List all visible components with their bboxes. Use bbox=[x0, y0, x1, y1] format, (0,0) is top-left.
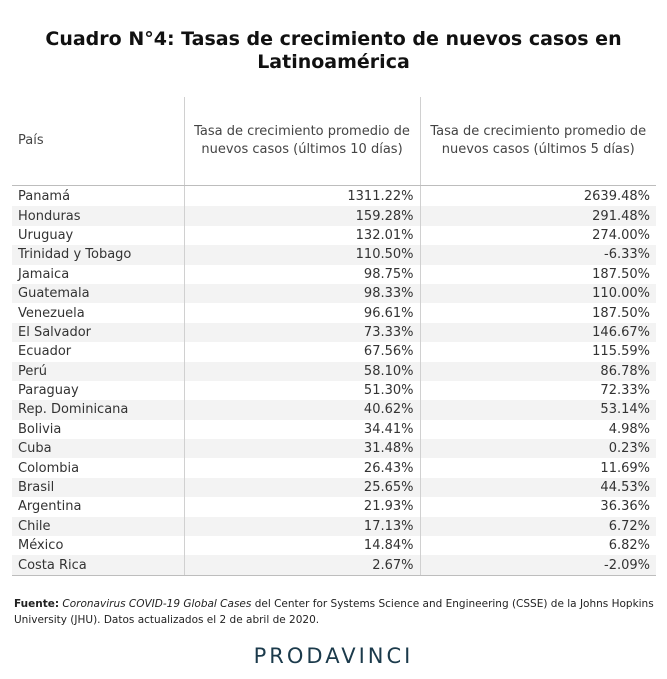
rate-10-days-cell: 98.33% bbox=[184, 284, 420, 303]
source-text: del Center for Systems Science and Engineering (CSSE) de la Johns Hopkins University (JHU). Datos actualizados el 2 de abril de 2020. bbox=[14, 598, 654, 626]
table-row bbox=[12, 226, 656, 245]
table-row bbox=[12, 206, 656, 225]
rate-10-days-cell: 2.67% bbox=[184, 555, 420, 575]
country-cell: Honduras bbox=[12, 206, 184, 225]
table-row bbox=[12, 245, 656, 264]
rate-5-days-cell: 110.00% bbox=[420, 284, 656, 303]
rate-10-days-cell: 17.13% bbox=[184, 517, 420, 536]
rate-5-days-cell: 2639.48% bbox=[420, 186, 656, 207]
header-country: País bbox=[12, 97, 184, 186]
header-row bbox=[12, 97, 656, 186]
country-cell: Cuba bbox=[12, 439, 184, 458]
table-row bbox=[12, 362, 656, 381]
rate-10-days-cell: 1311.22% bbox=[184, 186, 420, 207]
rate-5-days-cell: 44.53% bbox=[420, 478, 656, 497]
source-note bbox=[14, 596, 654, 628]
rate-10-days-cell: 73.33% bbox=[184, 323, 420, 342]
table-row bbox=[12, 186, 656, 207]
table-header bbox=[12, 97, 656, 186]
growth-rate-table-container bbox=[12, 97, 656, 576]
country-cell: Bolivia bbox=[18, 421, 62, 437]
rate-5-days-cell: 53.14% bbox=[420, 400, 656, 419]
header-rate-5-days: Tasa de crecimiento promedio de nuevos casos (últimos 5 días) bbox=[420, 97, 656, 186]
country-cell: México bbox=[18, 538, 64, 554]
table-row bbox=[12, 536, 656, 555]
table-row bbox=[12, 400, 656, 419]
rate-5-days-cell: -6.33% bbox=[420, 245, 656, 264]
country-cell: Colombia bbox=[18, 460, 80, 476]
table-row bbox=[12, 381, 656, 400]
rate-5-days-cell: 146.67% bbox=[420, 323, 656, 342]
rate-10-days-cell: 21.93% bbox=[184, 497, 420, 516]
table-row bbox=[12, 323, 656, 342]
growth-rate-table bbox=[12, 97, 656, 576]
table-row bbox=[12, 265, 656, 284]
table-row bbox=[12, 342, 656, 361]
rate-5-days-cell: 0.23% bbox=[420, 439, 656, 458]
country-cell: Uruguay bbox=[18, 227, 74, 243]
rate-5-days-cell: 274.00% bbox=[420, 226, 656, 245]
country-cell: Trinidad y Tobago bbox=[12, 245, 184, 264]
table-row bbox=[12, 497, 656, 516]
rate-5-days-cell: 187.50% bbox=[420, 265, 656, 284]
rate-10-days-cell: 67.56% bbox=[184, 342, 420, 361]
rate-5-days-cell: 291.48% bbox=[420, 206, 656, 225]
rate-5-days-cell: 6.82% bbox=[420, 536, 656, 555]
rate-5-days-cell: 11.69% bbox=[420, 458, 656, 477]
country-cell: Paraguay bbox=[18, 383, 79, 399]
rate-5-days-cell: 36.36% bbox=[420, 497, 656, 516]
table-row bbox=[12, 478, 656, 497]
rate-10-days-cell: 98.75% bbox=[184, 265, 420, 284]
table-row bbox=[12, 303, 656, 322]
rate-10-days-cell: 14.84% bbox=[184, 536, 420, 555]
rate-10-days-cell: 34.41% bbox=[184, 420, 420, 439]
rate-10-days-cell: 96.61% bbox=[184, 303, 420, 322]
rate-5-days-cell: 4.98% bbox=[420, 420, 656, 439]
rate-10-days-cell: 40.62% bbox=[184, 400, 420, 419]
page-title: Cuadro N°4: Tasas de crecimiento de nuevos casos en Latinoamérica bbox=[45, 28, 622, 73]
country-cell: Venezuela bbox=[18, 305, 85, 321]
rate-5-days-cell: -2.09% bbox=[420, 555, 656, 575]
country-cell: Jamaica bbox=[18, 266, 70, 282]
rate-5-days-cell: 187.50% bbox=[420, 303, 656, 322]
country-cell: Panamá bbox=[18, 189, 71, 205]
table-row bbox=[12, 517, 656, 536]
rate-10-days-cell: 31.48% bbox=[184, 439, 420, 458]
source-dataset: Coronavirus COVID-19 Global Cases bbox=[62, 598, 252, 610]
country-cell: Brasil bbox=[12, 478, 184, 497]
table-row bbox=[12, 284, 656, 303]
country-cell: Ecuador bbox=[18, 344, 72, 360]
table-row bbox=[12, 458, 656, 477]
table-row bbox=[12, 555, 656, 575]
rate-5-days-cell: 72.33% bbox=[420, 381, 656, 400]
rate-10-days-cell: 26.43% bbox=[184, 458, 420, 477]
rate-5-days-cell: 115.59% bbox=[420, 342, 656, 361]
rate-10-days-cell: 51.30% bbox=[184, 381, 420, 400]
table-row bbox=[12, 420, 656, 439]
country-cell: El Salvador bbox=[12, 323, 184, 342]
rate-10-days-cell: 58.10% bbox=[184, 362, 420, 381]
prodavinci-logo: PRODAVINCI bbox=[253, 644, 414, 668]
rate-10-days-cell: 110.50% bbox=[184, 245, 420, 264]
country-cell: Guatemala bbox=[12, 284, 184, 303]
table-row bbox=[12, 439, 656, 458]
rate-5-days-cell: 86.78% bbox=[420, 362, 656, 381]
rate-10-days-cell: 159.28% bbox=[184, 206, 420, 225]
country-cell: Chile bbox=[12, 517, 184, 536]
rate-5-days-cell: 6.72% bbox=[420, 517, 656, 536]
country-cell: Argentina bbox=[18, 499, 82, 515]
rate-10-days-cell: 25.65% bbox=[184, 478, 420, 497]
source-label: Fuente: bbox=[14, 598, 60, 610]
table-body bbox=[12, 186, 656, 576]
country-cell: Costa Rica bbox=[12, 555, 184, 575]
header-rate-10-days: Tasa de crecimiento promedio de nuevos casos (últimos 10 días) bbox=[184, 97, 420, 186]
rate-10-days-cell: 132.01% bbox=[184, 226, 420, 245]
country-cell: Rep. Dominicana bbox=[12, 400, 184, 419]
country-cell: Perú bbox=[12, 362, 184, 381]
